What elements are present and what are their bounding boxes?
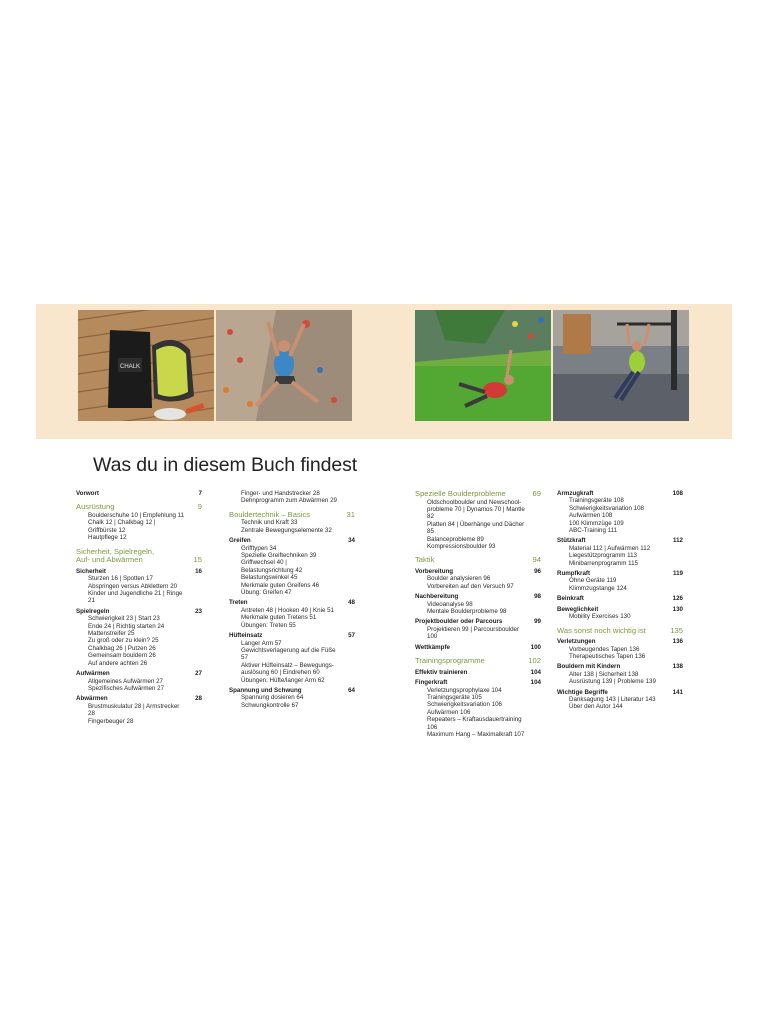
toc-chapter: [557, 537, 683, 544]
toc-subentry-label: Danksagung 143 | Literatur 143: [569, 695, 656, 703]
toc-subentry: [557, 613, 683, 620]
toc-subentry-label: Boulderschuhe 10 | Empfehlung 11: [88, 512, 185, 519]
toc-subentry-label: Abspringen versus Abklettern 20: [88, 582, 178, 590]
toc-subentry-label: Alter 138 | Sicherheit 138: [569, 670, 639, 678]
toc-subentry: [229, 497, 355, 504]
toc-subentry: [415, 499, 541, 506]
toc-chapter: [229, 537, 355, 544]
toc-subentry-label: Liegestützprogramm 113: [569, 552, 637, 560]
toc-subentry-label: Über den Autor 144: [569, 703, 623, 711]
toc-section: [415, 657, 541, 666]
chalk-bag-photo: [78, 310, 214, 421]
book-spread: [36, 304, 732, 738]
toc-subentry: [76, 645, 202, 652]
toc-subentry: [557, 527, 683, 534]
toc-subentry: [229, 574, 355, 581]
toc-subentry: [415, 536, 541, 543]
toc-section-label: Ausrüstung: [76, 502, 115, 512]
toc-page-number: 119: [673, 570, 683, 578]
toc-chapter-label: Spannung und Schwung: [229, 686, 302, 694]
toc-subentry: [229, 622, 355, 629]
toc-subentry-label: Videoanalyse 98: [427, 600, 473, 608]
toc-subentry: [415, 521, 541, 536]
toc-subentry-label: Dehnprogramm zum Abwärmen 29: [241, 497, 337, 505]
toc-subentry-label: Repeaters – Kraftausdauertraining 106: [427, 716, 522, 731]
toc-subentry: [76, 534, 202, 541]
toc-chapter-label: Rumpfkraft: [557, 570, 591, 578]
toc-subentry: [557, 696, 683, 703]
toc-page-number: 23: [195, 607, 202, 615]
toc-subentry: [229, 647, 355, 662]
toc-subentry-label: Verletzungsprophylaxe 104: [427, 686, 502, 694]
toc-section-label: Sicherheit, Spielregeln,: [76, 546, 155, 556]
toc-chapter-label: Wettkämpfe: [415, 643, 450, 651]
toc-subentry: [415, 583, 541, 590]
toc-section-label: Taktik: [415, 555, 435, 565]
toc-chapter: [557, 606, 683, 613]
toc-page-number: 96: [534, 568, 541, 576]
toc-subentry: [415, 701, 541, 708]
toc-subentry-label: Spezielle Greiftechniken 39: [241, 552, 317, 560]
chalk-bag-illustration: [78, 310, 214, 421]
toc-section-label: Was sonst noch wichtig ist: [557, 625, 646, 635]
toc-section-label: Auf- und Abwärmen: [76, 555, 143, 565]
toc-chapter-label: Projektboulder oder Parcours: [415, 618, 503, 626]
toc-chapter-label: Hüfteinsatz: [229, 632, 263, 640]
toc-subentry: [415, 626, 541, 641]
toc-subentry-label: Trainingsgeräte 108: [569, 497, 624, 505]
toc-chapter-label: Verletzungen: [557, 638, 596, 646]
toc-chapter: [229, 687, 355, 694]
toc-section: [229, 511, 355, 520]
toc-subentry: [557, 703, 683, 710]
toc-subentry-label: Platten 84 | Überhänge und Dächer 85: [427, 520, 525, 536]
toc-page-number: 28: [195, 695, 202, 703]
toc-page-number: 34: [348, 537, 355, 545]
toc-subentry: [557, 520, 683, 527]
toc-subentry-label: Sturzen 16 | Spotten 17: [88, 575, 153, 583]
toc-subentry-label: Therapeutisches Tapen 136: [569, 652, 646, 660]
toc-subentry: [76, 678, 202, 685]
toc-subentry-label: Aufwärmen 106: [427, 708, 471, 716]
toc-subentry: [229, 669, 355, 676]
toc-subentry: [557, 577, 683, 584]
toc-page-number: 112: [673, 537, 683, 545]
toc-chapter-label: Vorbereitung: [415, 568, 454, 576]
toc-subentry-label: Fingerbeuger 28: [88, 717, 134, 725]
toc-subentry: [76, 590, 202, 605]
toc-subentry-label: probleme 70 | Dynamos 70 | Mantle 82: [427, 506, 525, 521]
toc-chapter-label: Armzugkraft: [557, 490, 594, 497]
toc-page-number: 15: [193, 555, 202, 565]
toc-subentry: [229, 640, 355, 647]
toc-subentry: [557, 552, 683, 559]
toc-subentry: [557, 585, 683, 592]
toc-page-number: 99: [534, 618, 541, 626]
toc-chapter: [76, 608, 202, 615]
toc-subentry-label: 100 Klimmzüge 109: [569, 519, 624, 527]
toc-subentry: [76, 623, 202, 630]
toc-chapter-label: Stützkraft: [557, 537, 586, 545]
toc-page-number: 7: [198, 490, 202, 497]
toc-subentry-label: Technik und Kraft 33: [241, 519, 298, 527]
toc-subentry-label: Schwierigkeitsvariation 108: [569, 504, 644, 512]
toc-subentry: [415, 543, 541, 550]
toc-subentry: [415, 575, 541, 582]
toc-subentry: [229, 702, 355, 709]
toc-subentry: [229, 552, 355, 559]
hang-training-photo: [553, 310, 689, 421]
toc-chapter-label: Wichtige Begriffe: [557, 688, 608, 696]
toc-subentry: [229, 614, 355, 621]
toc-subentry-label: Belastungswinkel 45: [241, 574, 298, 582]
toc-subentry: [229, 662, 355, 669]
toc-subentry-label: Ohne Geräte 119: [569, 577, 617, 585]
toc-page-number: 141: [672, 688, 683, 696]
toc-subentry-label: Projektieren 99 | Parcoursboulder 100: [427, 625, 520, 641]
toc-subentry: [415, 601, 541, 608]
toc-section: [415, 490, 541, 499]
toc-subentry: [229, 545, 355, 552]
toc-subentry-label: Schwierigkeit 23 | Start 23: [88, 615, 160, 623]
toc-subentry: [557, 678, 683, 685]
toc-section-label: Spezielle Boulderprobleme: [415, 489, 506, 498]
chalk-brand-text: CHALK: [120, 364, 141, 370]
toc-subentry-label: Chalk 12 | Chalkbag 12 | Griffbürste 12: [88, 519, 156, 534]
toc-subentry-label: Merkmale guten Tretens 51: [241, 614, 317, 622]
toc-subentry: [557, 560, 683, 567]
toc-subentry: [415, 709, 541, 716]
toc-chapter: [557, 490, 683, 497]
toc-subentry: [229, 490, 355, 497]
toc-subentry: [557, 646, 683, 653]
toc-chapter-label: Fingerkraft: [415, 679, 448, 687]
toc-page-number: 31: [346, 509, 355, 519]
toc-subentry-label: Mobility Exercises 130: [569, 613, 631, 621]
toc-page-number: 16: [195, 567, 202, 575]
toc-subentry-label: Kompressionsboulder 93: [427, 543, 496, 551]
toc-subentry-label: Aktiver Hüfteinsatz – Bewegungs-: [241, 661, 334, 669]
toc-subentry: [76, 615, 202, 622]
toc-subentry: [557, 512, 683, 519]
toc-chapter: [76, 670, 202, 677]
toc-chapter: [415, 593, 541, 600]
toc-subentry: [229, 519, 355, 526]
toc-subentry: [557, 505, 683, 512]
toc-chapter: [557, 570, 683, 577]
toc-chapter: [415, 679, 541, 686]
toc-page-number: 108: [672, 490, 683, 497]
toc-subentry-label: Aufwärmen 108: [569, 512, 613, 520]
toc-page-number: 136: [672, 638, 683, 646]
toc-subentry: [76, 660, 202, 667]
toc-page-number: 48: [348, 599, 355, 607]
toc-chapter-label: Effektiv trainieren: [415, 668, 468, 676]
toc-subentry-label: Ausrüstung 139 | Probleme 139: [569, 678, 656, 686]
toc-subentry: [229, 527, 355, 534]
toc-subentry: [76, 718, 202, 725]
toc-subentry: [415, 716, 541, 731]
toc-subentry: [229, 559, 355, 574]
toc-chapter-label: Greifen: [229, 537, 251, 545]
toc-chapter-label: Sicherheit: [76, 567, 106, 575]
toc-subentry: [415, 731, 541, 738]
toc-subentry: [76, 575, 202, 582]
toc-column-4: [557, 490, 683, 711]
toc-chapter-label: Treten: [229, 599, 248, 607]
toc-page-number: 69: [532, 489, 541, 498]
toc-subentry-label: Balanceprobleme 89: [427, 535, 484, 543]
floor-exercise-illustration: [415, 310, 551, 421]
toc-chapter-label: Spielregeln: [76, 607, 110, 615]
toc-chapter-label: Beweglichkeit: [557, 605, 599, 613]
toc-subentry: [415, 687, 541, 694]
toc-subentry-label: Zu groß oder zu klein? 25: [88, 637, 159, 645]
toc-subentry-label: Allgemeines Aufwärmen 27: [88, 677, 163, 685]
toc-chapter: [76, 695, 202, 702]
toc-subentry: [415, 694, 541, 701]
toc-page-number: 94: [532, 555, 541, 565]
toc-subentry-label: Merkmale guten Greifens 46: [241, 581, 320, 589]
toc-subentry: [76, 583, 202, 590]
toc-column-2: [229, 490, 355, 709]
toc-section-label: Bouldertechnik – Basics: [229, 509, 311, 519]
toc-subentry: [229, 589, 355, 596]
toc-page-number: 138: [672, 663, 683, 671]
climber-illustration: [216, 310, 352, 421]
toc-subentry: [76, 652, 202, 659]
toc-column-3: [415, 490, 541, 738]
toc-subentry-label: Auf andere achten 26: [88, 659, 148, 667]
toc-subentry-label: auslösung 60 | Eindrehen 60: [241, 669, 320, 677]
toc-chapter: [415, 669, 541, 676]
toc-page-number: 57: [348, 632, 355, 640]
toc-chapter-label: Abwärmen: [76, 695, 108, 703]
toc-subentry: [415, 506, 541, 521]
toc-subentry-label: Finger- und Handstrecker 28: [241, 490, 320, 497]
toc-subentry-label: Griffwechsel 40 | Belastungsrichtung 42: [241, 559, 303, 574]
toc-subentry-label: Gewichtsverlagerung auf die Füße 57: [241, 646, 336, 662]
toc-page-number: 100: [530, 643, 541, 651]
toc-subentry-label: Vorbeugendes Tapen 136: [569, 645, 640, 653]
toc-section-label: Trainingsprogramme: [415, 656, 485, 666]
toc-subentry-label: Zentrale Bewegungselemente 32: [241, 526, 332, 534]
toc-subentry-label: Chalkbag 26 | Putzen 26: [88, 644, 156, 652]
toc-subentry-label: Brustmuskulatur 28 | Armstrecker 28: [88, 702, 180, 718]
toc-subentry-label: Material 112 | Aufwärmen 112: [569, 544, 651, 552]
toc-subentry-label: Mattenstreifer 25: [88, 630, 135, 638]
toc-subentry-label: Übung: Greifen 47: [241, 589, 292, 597]
toc-subentry-label: Grifftypen 34: [241, 544, 277, 552]
toc-section: [76, 556, 202, 565]
toc-chapter: [229, 599, 355, 606]
toc-subentry: [76, 703, 202, 718]
toc-subentry: [229, 694, 355, 701]
toc-chapter: [76, 490, 202, 497]
toc-column-1: [76, 490, 202, 725]
toc-subentry: [76, 685, 202, 692]
toc-section: [415, 556, 541, 565]
toc-subentry-label: ABC-Training 111: [569, 527, 618, 535]
toc-chapter: [415, 618, 541, 625]
toc-subentry: [229, 582, 355, 589]
toc-subentry: [415, 608, 541, 615]
toc-chapter: [557, 638, 683, 645]
toc-page-number: 104: [530, 679, 541, 687]
toc-page-number: 9: [197, 502, 202, 512]
toc-chapter: [557, 595, 683, 602]
toc-chapter: [76, 568, 202, 575]
toc-subentry-label: Vorbereiten auf den Versuch 97: [427, 582, 514, 590]
toc-subentry: [76, 519, 202, 534]
toc-page-number: 126: [672, 595, 683, 603]
toc-subentry: [229, 677, 355, 684]
toc-page-number: 102: [528, 656, 541, 666]
toc-subentry-label: Maximum Hang – Maximalkraft 107: [427, 730, 525, 738]
toc-page-number: 27: [195, 670, 202, 678]
toc-subentry: [557, 671, 683, 678]
toc-subentry: [76, 512, 202, 519]
toc-subentry-label: Minibarrenprogramm 115: [569, 559, 639, 567]
toc-subentry-label: Spezifisches Aufwärmen 27: [88, 684, 165, 692]
toc-subentry-label: Übungen: Hüfte/langer Arm 62: [241, 676, 325, 684]
toc-subentry-label: Schwungkontrolle 67: [241, 701, 299, 709]
hanging-climber-illustration: [553, 310, 689, 421]
toc-subentry: [76, 637, 202, 644]
toc-subentry-label: Oldschoolboulder und Newschool-: [427, 498, 522, 506]
toc-chapter-label: Vorwort: [76, 490, 99, 497]
toc-section: [557, 627, 683, 636]
bouldering-wall-photo: [216, 310, 352, 421]
toc-chapter: [415, 644, 541, 651]
toc-subentry: [557, 653, 683, 660]
toc-chapter-label: Aufwärmen: [76, 670, 110, 678]
toc-subentry: [229, 607, 355, 614]
toc-chapter: [557, 663, 683, 670]
toc-subentry-label: Klimmzugstange 124: [569, 584, 627, 592]
page-title: Was du in diesem Buch findest: [93, 454, 358, 476]
toc-chapter: [229, 632, 355, 639]
toc-page-number: 64: [348, 686, 355, 694]
toc-subentry-label: Kinder und Jugendliche 21 | Ringe 21: [88, 590, 183, 605]
toc-subentry-label: Boulder analysieren 96: [427, 575, 491, 583]
toc-page-number: 98: [534, 593, 541, 601]
toc-subentry-label: Antreten 48 | Hooken 49 | Knie 51: [241, 606, 334, 614]
toc-subentry-label: Hautpflege 12: [88, 534, 127, 542]
toc-section: [76, 503, 202, 512]
toc-page-number: 130: [672, 605, 683, 613]
toc-subentry-label: Trainingsgeräte 105: [427, 693, 482, 701]
toc-subentry-label: Spannung dosieren 64: [241, 694, 304, 702]
toc-subentry: [76, 630, 202, 637]
toc-subentry: [557, 497, 683, 504]
toc-chapter: [415, 568, 541, 575]
toc-subentry-label: Ende 24 | Richtig starten 24: [88, 622, 165, 630]
toc-chapter-label: Beinkraft: [557, 595, 584, 603]
toc-subentry-label: Mentale Boulderprobleme 98: [427, 608, 507, 616]
toc-page-number: 135: [670, 625, 683, 635]
toc-chapter-label: Nachbereitung: [415, 593, 459, 601]
training-floor-photo: [415, 310, 551, 421]
toc-subentry-label: Schwierigkeitsvariation 106: [427, 701, 502, 709]
toc-subentry-label: Langer Arm 57: [241, 639, 282, 647]
toc-chapter: [557, 689, 683, 696]
toc-subentry-label: Übungen: Treten 55: [241, 621, 296, 629]
toc-chapter-label: Bouldern mit Kindern: [557, 663, 621, 671]
toc-subentry: [557, 545, 683, 552]
toc-subentry-label: Gemeinsam bouldern 26: [88, 652, 156, 660]
toc-page-number: 104: [530, 668, 541, 676]
